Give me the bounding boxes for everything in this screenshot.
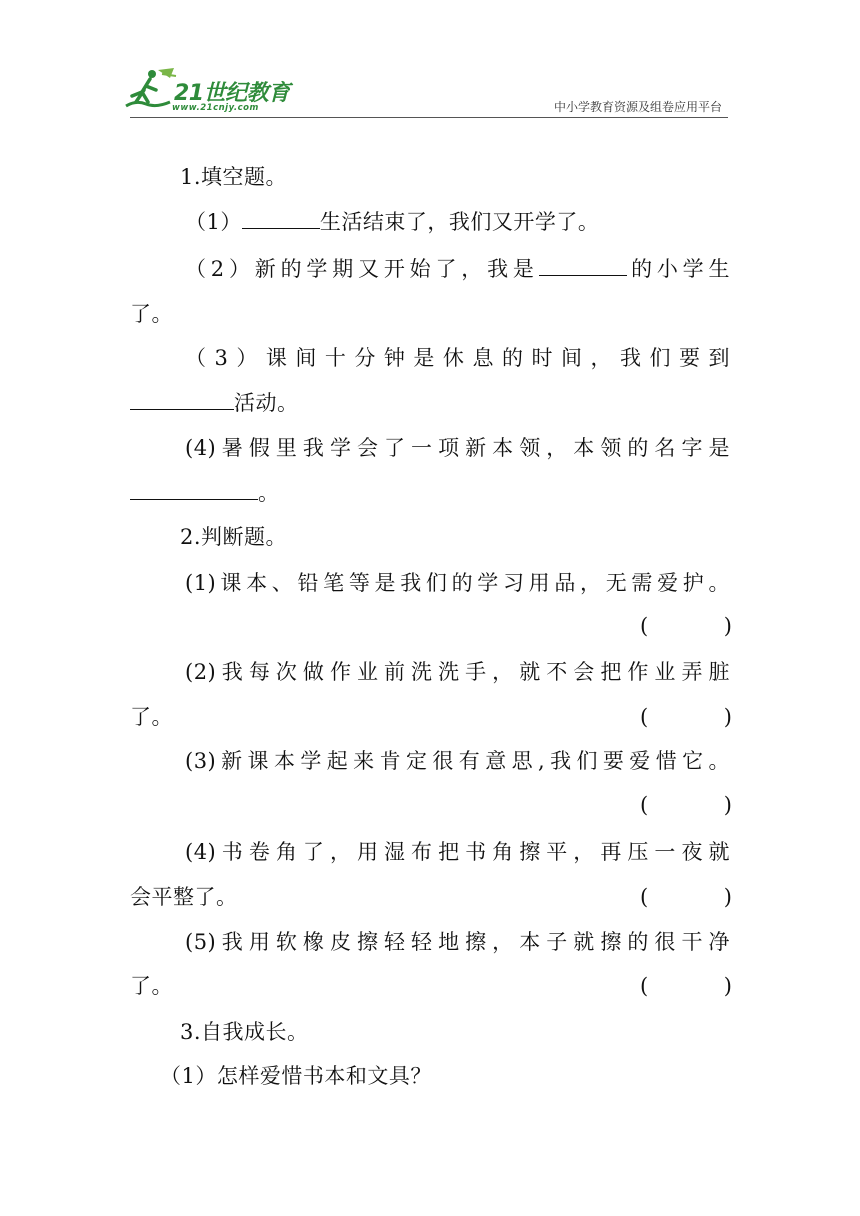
fill-q2-blank[interactable] [539, 255, 627, 276]
judge-q3: (3)新课本学起来肯定很有意思,我们要爱惜它。 [185, 749, 730, 773]
fill-q3-line1: （3）课间十分钟是休息的时间，我们要到 [185, 346, 730, 370]
close-paren: ) [723, 974, 732, 998]
open-paren: ( [640, 614, 649, 638]
logo-text: 21世纪教育 [174, 81, 290, 106]
growth-q1: （1）怎样爱惜书本和文具？ [160, 1064, 432, 1088]
fill-q1-number: （1） [185, 210, 242, 234]
section1-title: 1.填空题。 [180, 165, 288, 189]
close-paren: ) [723, 705, 732, 729]
fill-q2-text-b: 的小学生 [626, 257, 730, 281]
fill-q4-blank[interactable] [130, 479, 258, 500]
open-paren: ( [640, 793, 649, 817]
judge-q4-answer-box[interactable] [640, 883, 732, 911]
judge-q5-line1: (5)我用软橡皮擦轻轻地擦，本子就擦的很干净 [185, 930, 730, 954]
fill-q3-text: 活动。 [234, 391, 299, 415]
fill-q4-text: 。 [258, 481, 280, 505]
runner-logo-icon [122, 66, 178, 114]
fill-q3-blank[interactable] [130, 389, 234, 410]
logo-url: www.21cnjy.com [172, 103, 259, 113]
judge-q2-answer-box[interactable] [640, 703, 732, 731]
fill-q1-text: 生活结束了，我们又开学了。 [319, 210, 600, 234]
judge-q1: (1)课本、铅笔等是我们的学习用品，无需爱护。 [185, 571, 730, 595]
fill-q4-line2 [130, 479, 280, 507]
judge-q2-line1: (2)我每次做作业前洗洗手，就不会把作业弄脏 [185, 660, 730, 684]
close-paren: ) [723, 885, 732, 909]
open-paren: ( [640, 885, 649, 909]
close-paren: ) [723, 614, 732, 638]
judge-q4-line2: 会平整了。 [130, 885, 238, 909]
judge-q4-line1: (4)书卷角了，用湿布把书角擦平，再压一夜就 [185, 840, 730, 864]
close-paren: ) [723, 793, 732, 817]
fill-q1-blank[interactable] [242, 208, 320, 229]
fill-q2-line2: 了。 [130, 302, 173, 326]
header-divider [130, 117, 728, 118]
page-header [0, 0, 860, 125]
judge-q2-line2: 了。 [130, 705, 173, 729]
judge-q5-line2: 了。 [130, 974, 173, 998]
judge-q3-answer-box[interactable] [640, 791, 732, 819]
open-paren: ( [640, 705, 649, 729]
fill-q4-line1: (4)暑假里我学会了一项新本领，本领的名字是 [185, 436, 730, 460]
platform-name: 中小学教育资源及组卷应用平台 [553, 100, 722, 114]
open-paren: ( [640, 974, 649, 998]
fill-q3-line2 [130, 389, 299, 417]
logo [122, 66, 292, 116]
section3-title: 3.自我成长。 [180, 1020, 309, 1044]
fill-q1 [185, 208, 599, 236]
fill-q2-text-a: （2）新的学期又开始了，我是 [185, 257, 539, 281]
section2-title: 2.判断题。 [180, 525, 288, 549]
judge-q1-answer-box[interactable] [640, 612, 732, 640]
fill-q2-line1 [185, 255, 730, 283]
judge-q5-answer-box[interactable] [640, 972, 732, 1000]
